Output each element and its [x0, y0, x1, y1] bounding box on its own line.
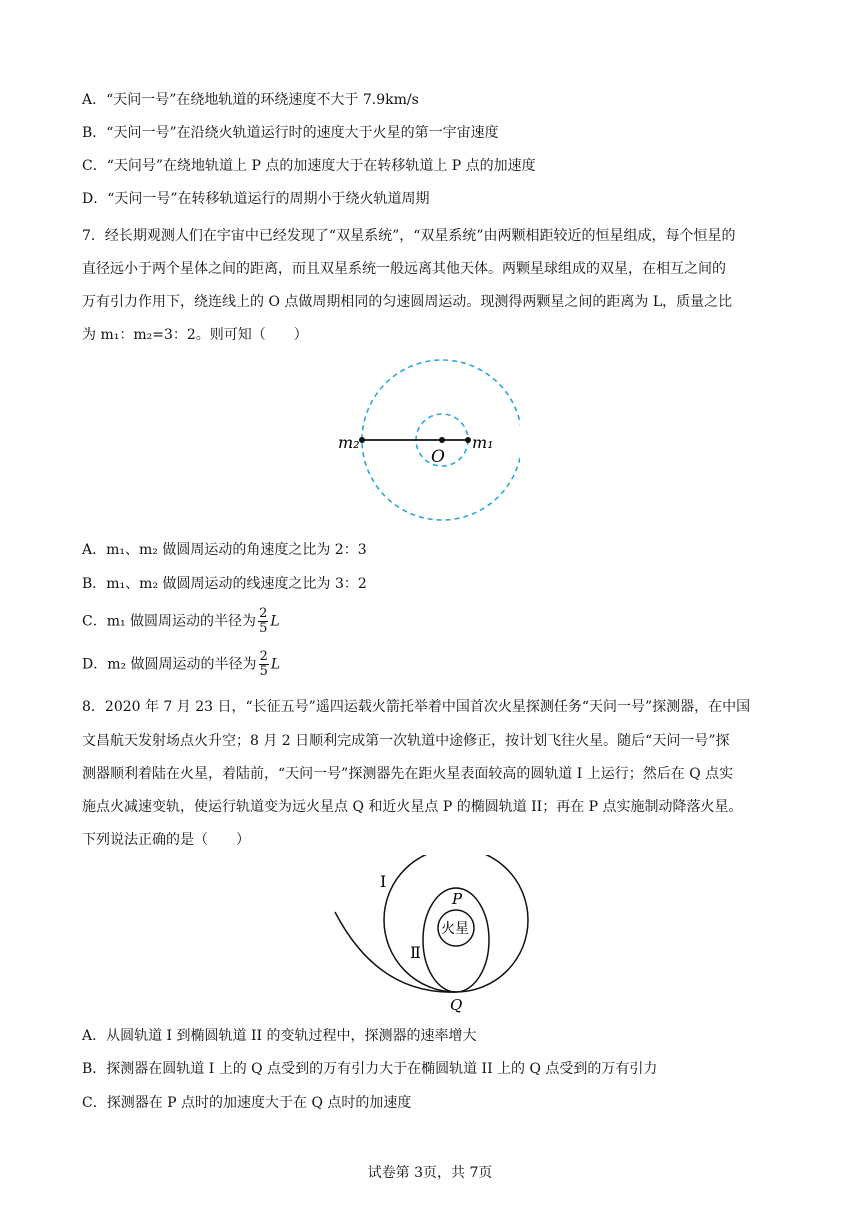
q8-stem-line-4: 施点火减速变轨，使运行轨道变为远火星点 Q 和近火星点 P 的椭圆轨道 II；再在 P 点实施制动降落火星。: [82, 799, 743, 815]
q7-option-b: B．m₁、m₂ 做圆周运动的线速度之比为 3：2: [82, 576, 367, 592]
q7-option-a: A．m₁、m₂ 做圆周运动的角速度之比为 2：3: [82, 542, 367, 558]
q7-stem-line-1: 7．经长期观测人们在宇宙中已经发现了“双星系统”，“双星系统”由两颗相距较近的恒星组成，每个恒星的: [82, 228, 736, 244]
orbit-2-label: Ⅱ: [410, 943, 421, 962]
mars-orbit-diagram: [325, 855, 535, 1015]
q-label: Q: [450, 996, 463, 1014]
m2-dot: [359, 437, 365, 443]
mars-label: 火星: [441, 921, 469, 937]
q7-option-c-text: C．m₁ 做圆周运动的半径为: [82, 613, 257, 630]
q7-option-c: [82, 607, 280, 636]
q7-option-c-fraction: $\frac{2}{5}$: [259, 606, 268, 636]
q7-option-d-var: L: [270, 656, 281, 673]
p-label: P: [452, 890, 463, 908]
q8-option-b: B．探测器在圆轨道 I 上的 Q 点受到的万有引力大于在椭圆轨道 II 上的 Q 点受到的万有引力: [82, 1061, 658, 1077]
q8-option-a: A．从圆轨道 I 到椭圆轨道 II 的变轨过程中，探测器的速率增大: [82, 1028, 477, 1044]
m1-label: m₁: [472, 433, 494, 452]
o-label: O: [431, 447, 445, 467]
q7-stem-line-2: 直径远小于两个星体之间的距离，而且双星系统一般远离其他天体。两颗星球组成的双星，在相互之间的: [82, 261, 726, 277]
q8-stem-line-3: 测器顺利着陆在火星，着陆前，“天问一号”探测器先在距火星表面较高的圆轨道 I 上运行；然后在 Q 点实: [82, 766, 734, 782]
q7-option-c-var: L: [270, 613, 280, 630]
o-dot: [439, 437, 445, 443]
q8-option-c: C．探测器在 P 点时的加速度大于在 Q 点时的加速度: [82, 1095, 412, 1111]
q6-option-b: B．“天问一号”在沿绕火轨道运行时的速度大于火星的第一宇宙速度: [82, 125, 499, 141]
q7-stem-line-4: 为 m₁：m₂=3：2。则可知（ ）: [82, 327, 308, 343]
q7-option-d-text: D．m₂ 做圆周运动的半径为: [82, 656, 257, 673]
q6-option-a: A．“天问一号”在绕地轨道的环绕速度不大于 7.9km/s: [82, 92, 419, 108]
binary-star-diagram: [330, 355, 520, 527]
orbit-1-label: I: [380, 872, 387, 891]
m2-label: m₂: [338, 433, 360, 452]
q7-option-d-fraction: $\frac{2}{5}$: [259, 649, 268, 679]
q8-stem-line-5: 下列说法正确的是（ ）: [82, 832, 250, 848]
q6-option-c: C．“天问号”在绕地轨道上 P 点的加速度大于在转移轨道上 P 点的加速度: [82, 158, 536, 174]
q7-option-d: [82, 650, 280, 679]
m1-dot: [465, 437, 471, 443]
q7-stem-line-3: 万有引力作用下，绕连线上的 O 点做周期相同的匀速圆周运动。现测得两颗星之间的距离为 L，质量之比: [82, 294, 733, 310]
page-footer: 试卷第 3页，共 7页: [367, 1165, 493, 1181]
q8-stem-line-2: 文昌航天发射场点火升空；8 月 2 日顺利完成第一次轨道中途修正，按计划飞往火星。随后“天问一号”探: [82, 733, 730, 749]
q8-stem-line-1: 8．2020 年 7 月 23 日，“长征五号”遥四运载火箭托举着中国首次火星探测任务“天问一号”探测器，在中国: [82, 699, 751, 715]
q6-option-d: D．“天问一号”在转移轨道运行的周期小于绕火轨道周期: [82, 191, 430, 207]
